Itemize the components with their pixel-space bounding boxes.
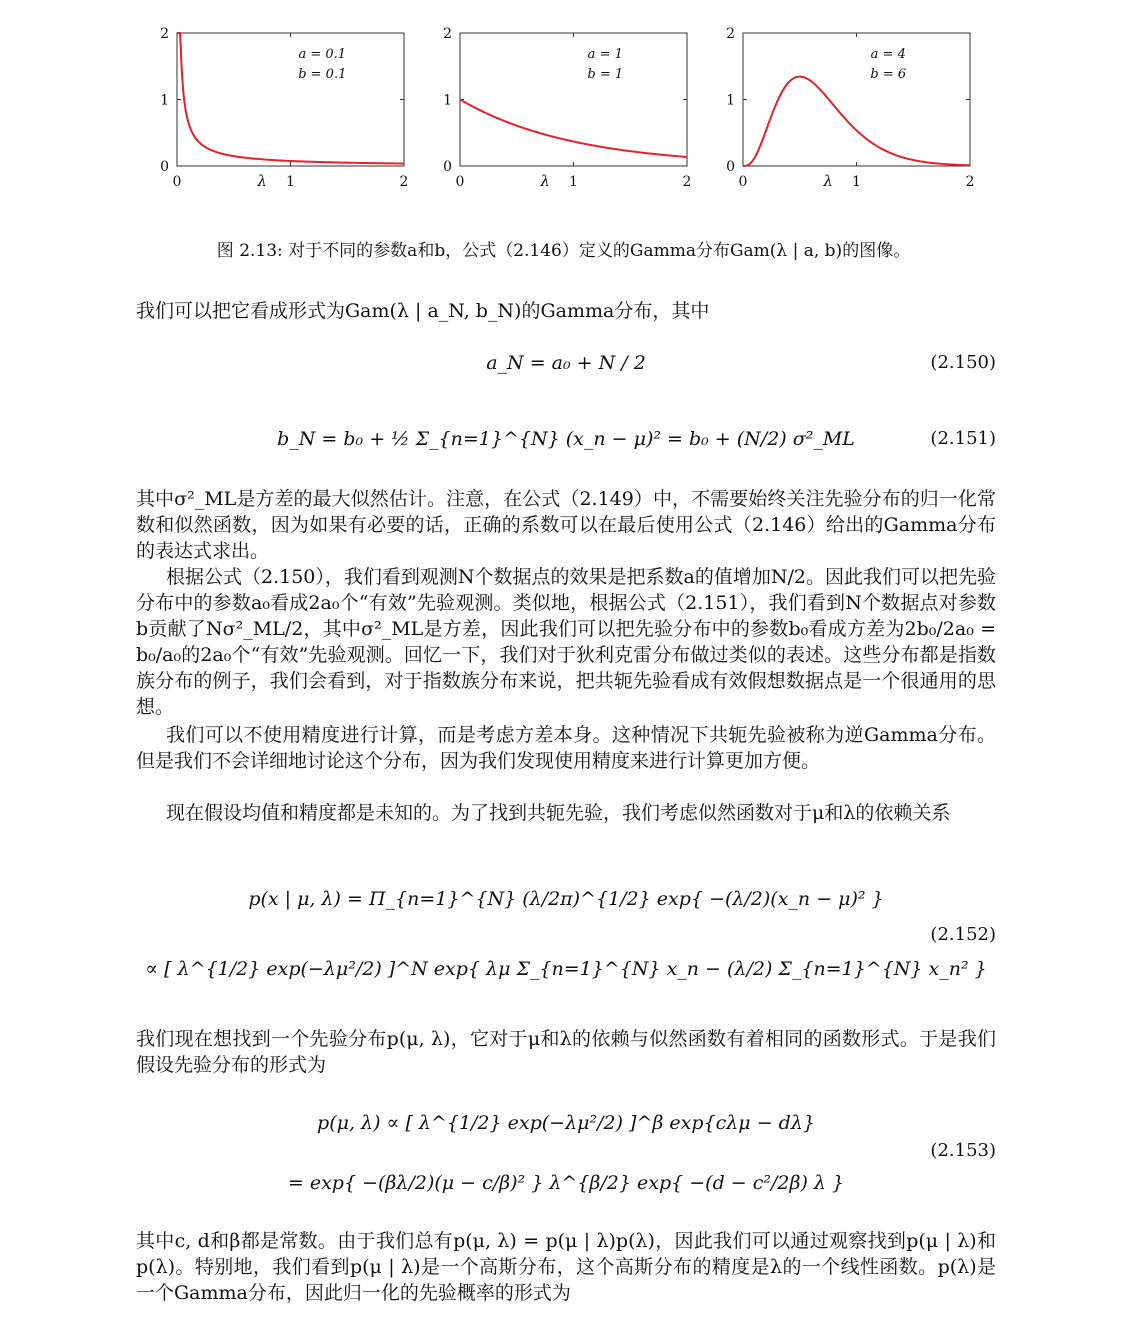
plot-1-frame [177, 33, 404, 166]
plot-3-xtick-label-0: 0 [738, 174, 748, 190]
equation-2-150-body: a_N = a₀ + N / 2 [486, 352, 646, 374]
equation-2-150-number: (2.150) [930, 352, 996, 373]
plot-2-xtick-label-0: 0 [455, 174, 465, 190]
plot-1-a-label: a = 0.1 [298, 47, 347, 62]
gamma-plot-1 [150, 20, 410, 200]
plot-1-ytick-label-0: 0 [160, 159, 169, 175]
gamma-plot-3 [716, 20, 976, 200]
equation-2-151-body: b_N = b₀ + ½ Σ_{n=1}^{N} (x_n − μ)² = b₀ + (N/2) σ²_ML [277, 428, 855, 450]
paragraph-6: 我们现在想找到一个先验分布p(μ, λ)，它对于μ和λ的依赖与似然函数有着相同的函数形式。于是我们假设先验分布的形式为 [136, 1028, 996, 1076]
plot-2-curve [460, 100, 687, 158]
plot-1-xtick-label-0: 0 [172, 174, 182, 190]
plot-2-xlabel: λ [540, 172, 550, 190]
paragraph-3: 根据公式（2.150），我们看到观测N个数据点的效果是把系数a的值增加N/2。因此我们可以把先验分布中的参数a₀看成2a₀个“有效”先验观测。类似地，根据公式（2.151），我们看到N个数据点对参数b贡献了Nσ²_ML/2，其中σ²_ML是方差，因此我们可以把先验分布中的参数b₀看成方差为2b₀/2a₀ = b₀/a₀的2a₀个“有效”先验观测。回忆一下，我们对于狄利克雷分布做过类似的表述。这些分布都是指数族分布的例子，我们会看到，对于指数族分布来说，把共轭先验看成有效假想数据点是一个很通用的思想。 [136, 566, 996, 718]
gamma-plot-2-svg [433, 20, 693, 200]
plot-2-xtick-label-2: 2 [682, 174, 692, 190]
plot-3-ytick-label-0: 0 [726, 159, 735, 175]
plot-3-xtick-label-1: 1 [852, 174, 861, 190]
plot-2-a-label: a = 1 [587, 47, 623, 62]
plot-3-xlabel: λ [823, 172, 833, 190]
plot-1-b-label: b = 0.1 [298, 67, 347, 82]
paragraph-1: 我们可以把它看成形式为Gam(λ | a_N, b_N)的Gamma分布，其中 [136, 300, 710, 322]
gamma-plot-2 [433, 20, 693, 200]
plot-1-xtick-label-2: 2 [399, 174, 409, 190]
plot-1-xtick-label-1: 1 [286, 174, 295, 190]
paragraph-7: 其中c, d和β都是常数。由于我们总有p(μ, λ) = p(μ | λ)p(λ)，因此我们可以通过观察找到p(μ | λ)和p(λ)。特别地，我们看到p(μ | λ)是一个高斯分布，这个高斯分布的精度是λ的一个线性函数。p(λ)是一个Gamma分布，因此归一化的先验概率的形式为 [136, 1230, 996, 1304]
plot-2-ytick-label-0: 0 [443, 159, 452, 175]
gamma-plot-1-svg [150, 20, 410, 200]
plot-1-ytick-label-1: 1 [160, 92, 169, 109]
equation-2-153-line-2: = exp{ −(βλ/2)(μ − c/β)² } λ^{β/2} exp{ −(d − c²/2β) λ } [287, 1172, 845, 1194]
equation-2-152-line-2: ∝ [ λ^{1/2} exp(−λμ²/2) ]^N exp{ λμ Σ_{n=1}^{N} x_n − (λ/2) Σ_{n=1}^{N} x_n² } [145, 958, 987, 980]
plot-3-xtick-label-2: 2 [965, 174, 975, 190]
plot-2-ytick-label-2: 2 [443, 26, 452, 42]
paragraph-2: 其中σ²_ML是方差的最大似然估计。注意，在公式（2.149）中，不需要始终关注先验分布的归一化常数和似然函数，因为如果有必要的话，正确的系数可以在最后使用公式（2.146）给出的Gamma分布的表达式求出。 [136, 488, 996, 562]
plot-1-ytick-label-2: 2 [160, 26, 169, 42]
plot-3-b-label: b = 6 [870, 67, 907, 82]
plot-1-curve [177, 33, 404, 164]
plot-1-xlabel: λ [257, 172, 267, 190]
plot-2-b-label: b = 1 [587, 67, 624, 82]
equation-2-153-number: (2.153) [930, 1140, 996, 1161]
plot-2-ytick-label-1: 1 [443, 92, 452, 109]
plot-3-ytick-label-2: 2 [726, 26, 735, 42]
figure-caption: 图 2.13: 对于不同的参数a和b，公式（2.146）定义的Gamma分布Gam(λ | a, b)的图像。 [216, 241, 911, 261]
gamma-plot-3-svg [716, 20, 976, 200]
equation-2-152-number: (2.152) [930, 924, 996, 945]
plot-3-curve [743, 77, 970, 166]
paragraph-5: 现在假设均值和精度都是未知的。为了找到共轭先验，我们考虑似然函数对于μ和λ的依赖关系 [166, 802, 951, 824]
plot-2-xtick-label-1: 1 [569, 174, 578, 190]
equation-2-151-number: (2.151) [930, 428, 996, 449]
plot-3-a-label: a = 4 [870, 47, 906, 62]
equation-2-152-line-1: p(x | μ, λ) = Π_{n=1}^{N} (λ/2π)^{1/2} exp{ −(λ/2)(x_n − μ)² } [248, 888, 884, 910]
paragraph-4: 我们可以不使用精度进行计算，而是考虑方差本身。这种情况下共轭先验被称为逆Gamma分布。但是我们不会详细地讨论这个分布，因为我们发现使用精度来进行计算更加方便。 [136, 724, 996, 772]
equation-2-153-line-1: p(μ, λ) ∝ [ λ^{1/2} exp(−λμ²/2) ]^β exp{cλμ − dλ} [317, 1112, 815, 1134]
plot-3-ytick-label-1: 1 [726, 92, 735, 109]
plot-2-frame [460, 33, 687, 166]
